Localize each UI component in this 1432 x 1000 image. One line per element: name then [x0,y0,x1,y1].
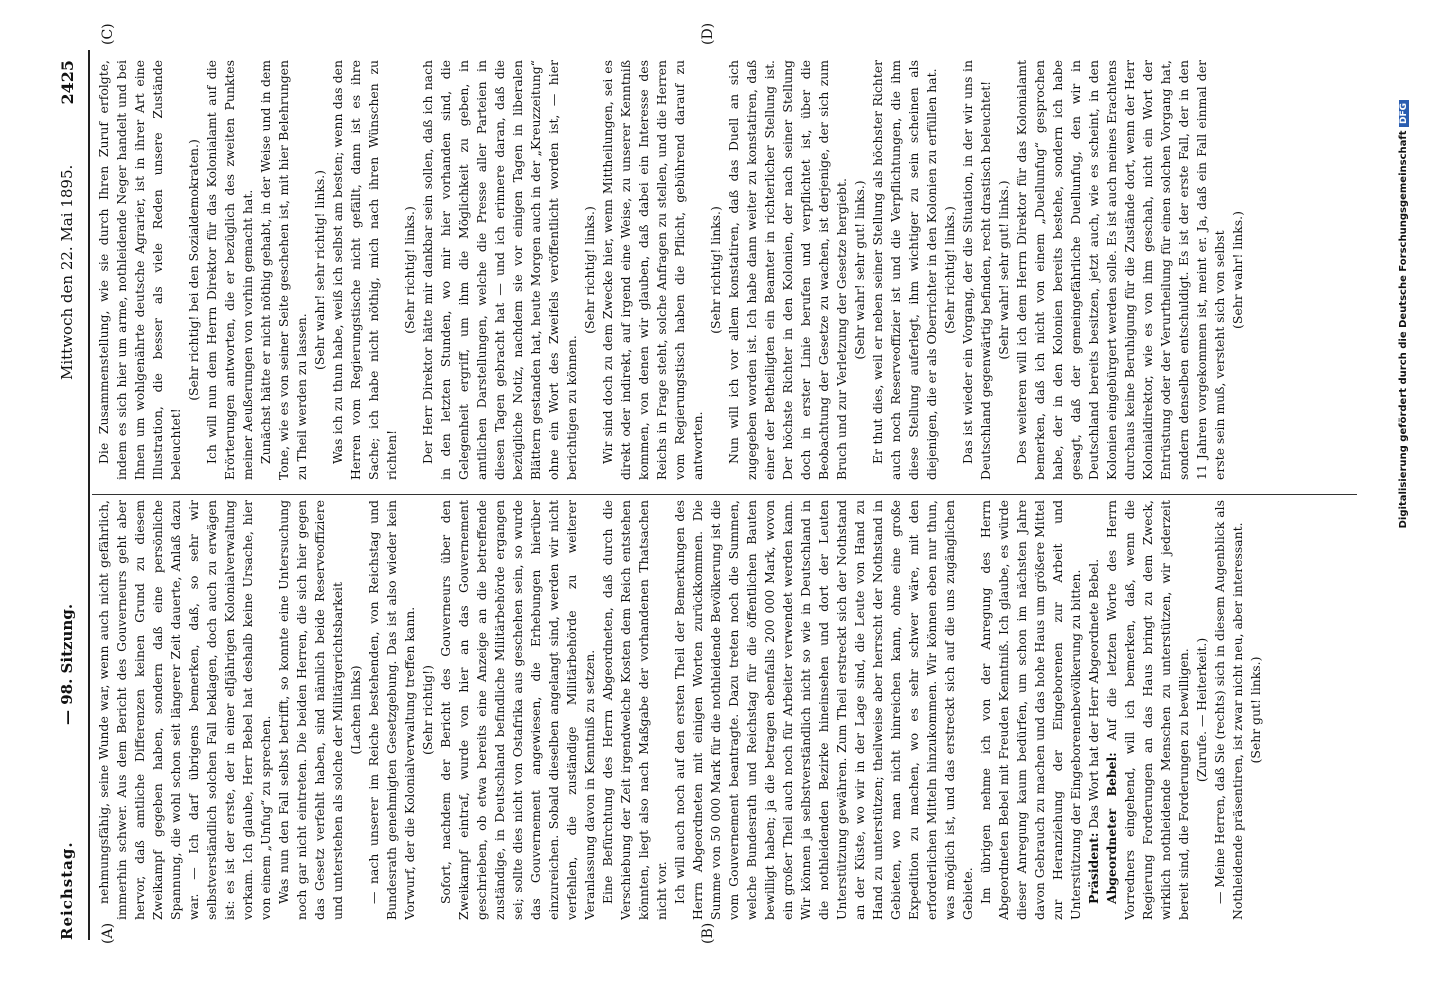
paragraph: Die Zusammenstellung, wie sie durch Ihren Zuruf erfolgte, indem es sich hier um arme, nothleidende Neger handelt und bei Ihnen um wohlgenährte deutsche Agrarier, ist in ihrer Art eine Illustration, die besser als viele Reden unsere Zustände beleuchtet! [96,60,183,480]
margin-mark-a: (A) [100,922,116,944]
paragraph: Eine Befürchtung des Herrn Abgeordneten, daß durch die Verschiebung der Zeit irgendwelche Kosten dem Reich entstehen könnten, liegt also nach Maßgabe der vorhandenen Thatsachen nicht vor. [600,500,669,920]
paragraph: Wir sind doch zu dem Zwecke hier, wenn Mittheilungen, sei es direkt oder indirekt, auf irgend eine Weise, zu unserer Kenntniß kommen, von denen wir glauben, daß dabei ein Interesse des Reichs in Frage steht, solche Anfragen zu stellen, und die Herren vom Regierungstisch haben die Pflicht, gebührend darauf zu antworten. [600,60,705,480]
margin-mark-d: (D) [700,22,716,45]
header-date: Mittwoch den 22. Mai 1895. [58,164,76,380]
paragraph: nehmungsfähig, seine Wunde war, wenn auch nicht gefährlich, immerhin schwer. Aus dem Bericht des Gouverneurs geht aber hervor, daß amtliche Differenzen keinen Grund zu diesem Zweikampf gegeben haben, sondern daß eine persönliche Spannung, die wohl schon seit längerer Zeit dauerte, Anlaß dazu war. — Ich darf übrigens bemerken, daß, so sehr wir selbstverständlich solchen Fall beklagen, doch auch zu erwägen ist: es ist der erste, der in einer elfjährigen Kolonialverwaltung vorkam. Ich glaube, Herr Bebel hat deshalb keine Ursache, hier von einem „Unfug“ zu sprechen. [96,500,273,920]
interjection: (Sehr wahr! links.) [1230,211,1245,329]
footer-text: Digitalisierung gefördert durch die Deutsche Forschungsgemeinschaft [1398,130,1409,529]
margin-mark-c: (C) [100,23,116,45]
speaker-text: Auf die letzten Worte des Herrn Vorredners eingehend, will ich bemerken, daß, wenn die Regierung Forderungen an das Haus bringt zu dem Zweck, wirklich nothleidende Menschen zu unterstützen, wir jederzeit bereit sind, die Forderungen zu bewilligen. [1104,500,1191,920]
paragraph: Nun will ich vor allem konstatiren, daß das Duell an sich zugegeben worden ist. Ich habe dann weiter zu konstatiren, daß einer der Betheiligten ein Beamter in richterlicher Stellung ist. Der höchste Richter in den Kolonien, der nach seiner Stellung doch in erster Linie berufen und verpflichtet ist, über die Beobachtung der Gesetze zu wachen, ist derjenige, der sich zum Bruch und zur Verletzung der Gesetze hergiebt. [726,60,849,480]
interjection: (Sehr richtig!) [420,665,435,755]
dfg-logo: DFG [1399,100,1409,127]
footer-credit [1398,100,1409,820]
paragraph: — Meine Herren, daß Sie (rechts) sich in diesem Augenblick als Nothleidende präsentiren, ist zwar nicht neu, aber interessant. [1212,500,1245,920]
paragraph: Im übrigen nehme ich von der Anregung des Herrn Abgeordneten Bebel mit Freuden Kenntniß. Ich glaube, es würde dieser Anregung kaum bedürfen, um schon im nächsten Jahre davon Gebrauch zu machen und das hohe Haus um größere Mittel zur Heranziehung der Eingeborenen zur Arbeit und Unterstützung der Eingeborenenbevölkerung zu bitten. [978,500,1083,920]
speaker-name: Präsident: [1086,832,1101,904]
right-text-column [95,60,1355,480]
paragraph: Was nun den Fall selbst betrifft, so konnte eine Untersuchung noch gar nicht eintreten. Die beiden Herren, die sich hier gegen das Gesetz verfehlt haben, sind nämlich beide Reserveoffiziere und unterstehen als solche der Militärgerichtsbarkeit [276,500,345,920]
interjection: (Sehr gut! links.) [1248,656,1263,764]
interjection: (Sehr richtig! links.) [582,206,597,334]
interjection: (Sehr richtig! bei den Sozialdemokraten.) [186,139,201,401]
paragraph: Der Herr Direktor hätte mir dankbar sein sollen, daß ich nach in den letzten Stunden, wo mir hier vorhanden sind, die Gelegenheit ergriff, um ihm die Möglichkeit zu geben, in amtlichen Darstellungen, welche die Presse aller Parteien in diesen Tagen gebracht hat — und ich erinnere daran, daß die bezügliche Notiz, nachdem sie vor einigen Tagen in liberalen Blättern gestanden hat, heute Morgen auch in der „Kreuzzeitung“ ohne ein Wort des Zweifels veröffentlicht worden ist, — hier berichtigen zu können. [420,60,579,480]
paragraph: — nach unserer im Reiche bestehenden, von Reichstag und Bundesrath genehmigten Gesetzgebung. Das ist also wieder kein Vorwurf, der die Kolonialverwaltung treffen kann. [366,500,417,920]
paragraph: Das ist wieder ein Vorgang, der die Situation, in der wir uns in Deutschland gegenwärtig befinden, recht drastisch beleuchtet! [960,60,993,480]
interjection: (Sehr wahr! sehr richtig! links.) [312,170,327,370]
paragraph: Des weiteren will ich dem Herrn Direktor für das Kolonialamt bemerken, daß ich nicht von einem „Duellunfug“ gesprochen habe, der in den Kolonien bereits bestehe, sondern ich habe gesagt, daß der gemeingefährliche Duellunfug, den wir in Deutschland bereits besitzen, jetzt auch, wie es scheint, in den Kolonien eingebürgert werden solle. Es ist auch meines Erachtens durchaus keine Beruhigung für die Zustände dort, wenn der Herr Kolonialdirektor, wie es von ihm geschah, nicht ein Wort der Entrüstung oder der Verurtheilung für einen solchen Vorgang hat, sondern denselben entschuldigt. Es ist der erste Fall, der in den 11 Jahren vorgekommen ist, meint er. Ja, daß ein Fall einmal der erste sein muß, versteht sich von selbst [1014,60,1227,480]
interjection: (Lachen links) [348,665,363,755]
interjection: (Sehr wahr! sehr gut! links.) [996,180,1011,360]
paragraph: Zunächst hätte er nicht nöthig gehabt, in der Weise und in dem Tone, wie es von seiner Seite geschehen ist, mit hier Belehrungen zu Theil werden zu lassen. [258,60,309,480]
paragraph: Ich will nun dem Herrn Direktor für das Kolonialamt auf die Erörterungen antworten, die er bezüglich des zweiten Punktes meiner Aeußerungen von vorhin gemacht hat. [204,60,255,480]
speaker-paragraph [1085,500,1103,920]
interjection: (Zurufe. — Heiterkeit.) [1194,637,1209,783]
interjection: (Sehr richtig! links.) [708,206,723,334]
paragraph: Er thut dies, weil er neben seiner Stellung als höchster Richter auch noch Reserveoffizier ist und die Verpflichtungen, die ihm diese Stellung auferlegt, ihm wichtiger zu sein scheinen als diejenigen, die er als Oberrichter in den Kolonien zu erfüllen hat. [870,60,939,480]
column-divider [92,494,1357,495]
interjection: (Sehr richtig! links.) [942,206,957,334]
left-text-column [95,500,1355,920]
paragraph: Ich will auch noch auf den ersten Theil der Bemerkungen des Herrn Abgeordneten mit einigen Worten zurückkommen. Die Summe von 50 000 Mark für die nothleidende Bevölkerung ist die vom Gouvernement beantragte. Dazu treten noch die Summen, welche Bundesrath und Reichstag für die öffentlichen Bauten bewilligt haben; ja die betragen ebenfalls 200 000 Mark, wovon ein großer Theil auch noch für Arbeiter verwendet werden kann. Wir können ja selbstverständlich nicht so wie in Deutschland in die nothleidenden Bezirke hineinsehen und dort der Leuten Unterstützung gewähren. Zum Theil erstreckt sich der Nothstand an der Küste, wo wir in der Lage sind, die Leute von Hand zu Hand zu unterstützen; theilweise aber herrscht der Nothstand in Gebieten, wo man nicht hinreichen kann, ohne eine große Expedition zu machen, wo es sehr schwer wäre, mit den erforderlichen Mitteln hinzukommen. Wir können eben nur thun, was möglich ist, und das erstreckt sich auf die uns zugänglichen Gebiete. [672,500,975,920]
paragraph: Sofort, nachdem der Bericht des Gouverneurs über den Zweikampf eintraf, wurde von hier an das Gouvernement geschrieben, ob etwa bereits eine Anzeige an die betreffende zuständige, in Deutschland befindliche Militärbehörde ergangen sei; sollte dies nicht von Ostafrika aus geschehen sein, so wurde das Gouvernement angewiesen, die Erhebungen hierüber einzureichen. Sobald dieselben angelangt sind, werden wir nicht verfehlen, die zuständige Militärbehörde zu weiterer Veranlassung davon in Kenntniß zu setzen. [438,500,597,920]
header-rule [88,50,90,940]
interjection: (Sehr richtig! links.) [402,206,417,334]
header-sitting: — 98. Sitzung. [58,603,76,725]
page-number: 2425 [58,60,77,105]
speaker-name: Abgeordneter Bebel: [1104,752,1119,904]
speaker-paragraph [1103,500,1193,920]
speaker-text: Das Wort hat der Herr Abgeordnete Bebel. [1086,558,1101,833]
header-reichstag: Reichstag. [58,841,76,940]
page-header [50,60,80,940]
interjection: (Sehr wahr! sehr gut! links.) [852,180,867,360]
paragraph: Was ich zu thun habe, weiß ich selbst am besten; wenn das den Herren vom Regierungstische nicht gefällt, dann ist es ihre Sache; ich habe nicht nöthig, mich nach ihren Wünschen zu richten! [330,60,399,480]
margin-mark-b: (B) [700,922,716,944]
